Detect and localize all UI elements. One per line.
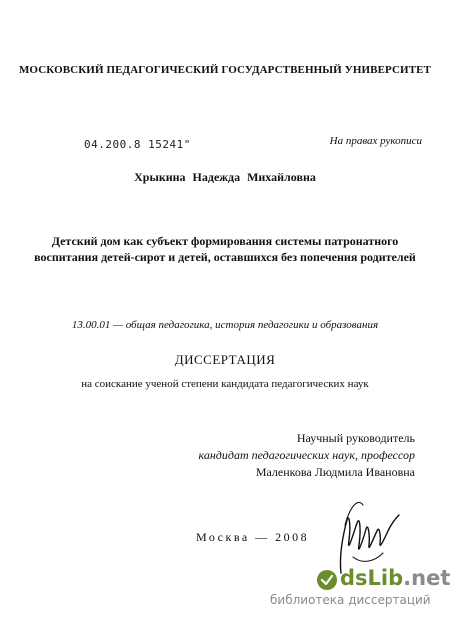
supervisor-block bbox=[199, 430, 415, 481]
specialty-code: 13.00.01 — общая педагогика, история педагогики и образования bbox=[71, 319, 379, 331]
place-year: Москва — 2008 bbox=[196, 530, 310, 544]
title-line-2: воспитания детей-сирот и детей, оставшихся без попечения родителей bbox=[34, 250, 416, 264]
watermark-site-suffix: .net bbox=[403, 566, 450, 590]
manuscript-rights-note: На правах рукописи bbox=[329, 135, 422, 147]
document-type: ДИССЕРТАЦИЯ bbox=[174, 352, 276, 367]
title-line-1: Детский дом как субъект формирования системы патронатного bbox=[51, 234, 399, 248]
watermark-site bbox=[340, 566, 450, 590]
degree-line: на соискание ученой степени кандидата педагогических наук bbox=[81, 378, 369, 390]
catalog-number: 04.200.8 15241" bbox=[84, 138, 191, 151]
supervisor-credentials: кандидат педагогических наук, профессор bbox=[198, 448, 415, 462]
dslib-logo-icon bbox=[316, 569, 338, 591]
supervisor-label: Научный руководитель bbox=[296, 431, 415, 445]
supervisor-name: Маленкова Людмила Ивановна bbox=[255, 465, 415, 479]
dissertation-title bbox=[0, 233, 450, 265]
university-name: МОСКОВСКИЙ ПЕДАГОГИЧЕСКИЙ ГОСУДАРСТВЕННЫЙ УНИВЕРСИТЕТ bbox=[18, 64, 432, 76]
watermark-site-main: dsLib bbox=[340, 566, 404, 590]
author-name: Хрыкина Надежда Михайловна bbox=[134, 170, 316, 184]
watermark-tagline: библиотека диссертаций bbox=[270, 593, 431, 607]
